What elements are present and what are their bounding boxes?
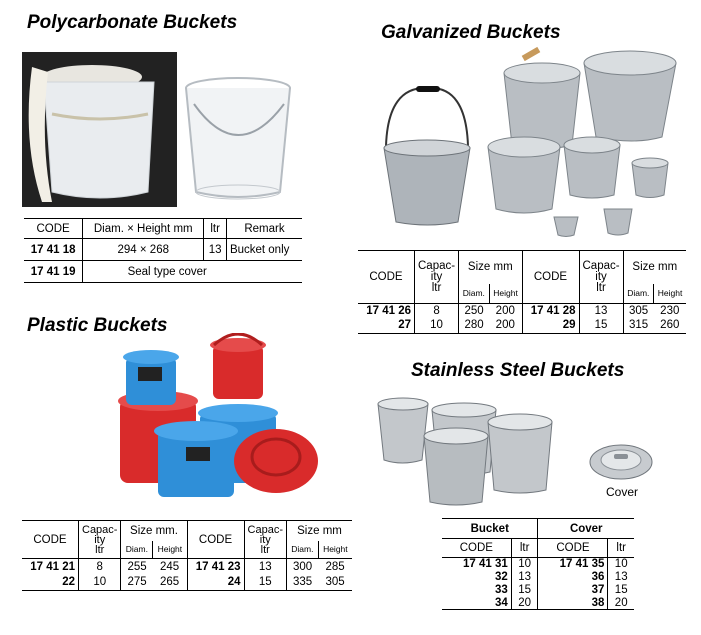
diam-cell: 305: [623, 304, 653, 318]
header-code-cover: CODE: [538, 539, 608, 558]
code-cell: 36: [538, 571, 608, 584]
header-code: CODE: [36, 222, 70, 235]
capacity-cell: 13: [579, 304, 623, 318]
header-ltr-bucket: ltr: [511, 539, 538, 558]
height-cell: 200: [495, 304, 515, 317]
header-size-right: Size mm: [623, 251, 686, 284]
capacity-cell: 13: [244, 559, 286, 575]
ltr-cell: 10: [608, 558, 634, 571]
capacity-cell: 15: [244, 575, 286, 591]
diam-cell: 315: [623, 318, 653, 334]
header-code-bucket: CODE: [459, 542, 493, 554]
header-diam-left: Diam.: [459, 284, 489, 304]
header-code-right: CODE: [522, 251, 579, 304]
height-cell: 305: [325, 576, 345, 589]
galvanized-bucket-photo: [378, 86, 476, 231]
code-cell: 17 41 26: [366, 304, 411, 317]
diam-cell: 255: [121, 559, 153, 575]
polycarbonate-clear-bucket-photo: [180, 74, 300, 204]
code-cell: 17 41 23: [187, 559, 244, 575]
plastic-buckets-photo: [118, 333, 318, 503]
diam-cell: 300: [286, 559, 318, 575]
header-diam-right: Diam.: [286, 541, 318, 559]
header-code-left: CODE: [369, 271, 403, 283]
code-cell: 37: [538, 584, 608, 597]
description-text: Seal type cover: [127, 265, 207, 278]
height-cell: 230: [660, 304, 680, 317]
code-cell: 32: [494, 571, 508, 583]
plastic-spec-table: [22, 520, 352, 591]
capacity-cell: 8: [79, 559, 121, 575]
capacity-cell: 15: [579, 318, 623, 334]
header-capacity-right: Capac- ity ltr: [579, 251, 623, 304]
ltr-cell: 13: [204, 239, 227, 261]
galvanized-spec-table: [358, 250, 686, 334]
code-cell: 17 41 28: [522, 304, 579, 318]
ltr-cell: 20: [511, 597, 538, 610]
height-cell: 260: [660, 319, 680, 332]
header-ltr: ltr: [204, 219, 227, 239]
capacity-cell: 10: [79, 575, 121, 591]
code-cell: 17 41 19: [30, 265, 76, 278]
galvanized-title: Galvanized Buckets: [381, 22, 561, 43]
height-cell: 265: [160, 576, 180, 589]
diam-cell: 275: [121, 575, 153, 591]
header-remark: Remark: [226, 219, 302, 239]
plastic-title: Plastic Buckets: [27, 315, 168, 336]
remark-cell: Bucket only: [226, 239, 302, 261]
stainless-buckets-photo: [372, 392, 570, 510]
header-capacity-left: Capac- ity ltr: [79, 521, 121, 559]
header-height-left: Height: [153, 541, 187, 559]
diam-cell: 335: [286, 575, 318, 591]
cover-caption: Cover: [606, 485, 639, 499]
capacity-cell: 10: [415, 318, 459, 334]
stainless-cover-photo: [588, 440, 654, 482]
header-code-right: CODE: [187, 521, 244, 559]
height-cell: 245: [160, 560, 180, 573]
code-cell: 27: [398, 319, 411, 332]
header-cover: Cover: [538, 519, 634, 539]
polycarbonate-spec-table: [24, 218, 302, 283]
size-cell: 294 × 268: [83, 239, 204, 261]
height-cell: 285: [325, 560, 345, 573]
diam-cell: 250: [459, 304, 489, 318]
ltr-cell: 20: [608, 597, 634, 610]
ltr-cell: 10: [511, 558, 538, 571]
header-height-right: Height: [318, 541, 352, 559]
galvanized-buckets-group-photo: [484, 45, 692, 240]
header-ltr-cover: ltr: [608, 539, 634, 558]
polycarbonate-title: Polycarbonate Buckets: [27, 12, 238, 33]
polycarbonate-bucket-with-lid-photo: [22, 52, 177, 207]
code-cell: 17 41 21: [30, 560, 75, 573]
code-cell: 17 41 31: [462, 558, 508, 571]
header-height-right: Height: [654, 284, 686, 304]
header-bucket: Bucket: [470, 522, 509, 535]
code-cell: 34: [494, 596, 508, 609]
header-diam-right: Diam.: [623, 284, 653, 304]
ltr-cell: 13: [511, 571, 538, 584]
ltr-cell: 13: [608, 571, 634, 584]
stainless-title: Stainless Steel Buckets: [411, 360, 625, 381]
header-capacity-right: Capac- ity ltr: [244, 521, 286, 559]
diam-cell: 280: [459, 318, 489, 334]
capacity-cell: 8: [415, 304, 459, 318]
code-cell: 33: [494, 584, 508, 596]
code-cell: 38: [538, 597, 608, 610]
description-cell: [83, 261, 302, 283]
ltr-cell: 15: [511, 584, 538, 597]
header-size-left: Size mm: [459, 251, 522, 284]
code-cell: 22: [62, 576, 75, 589]
height-cell: 200: [495, 319, 515, 332]
header-size-right: Size mm: [286, 521, 352, 541]
ltr-cell: 15: [608, 584, 634, 597]
header-diam-left: Diam.: [121, 541, 153, 559]
header-diam-height: Diam. × Height mm: [83, 219, 204, 239]
header-code-left: CODE: [33, 533, 67, 546]
header-size-left: Size mm.: [121, 521, 187, 541]
code-cell: 24: [187, 575, 244, 591]
header-capacity-left: Capac- ity ltr: [415, 251, 459, 304]
header-height-left: Height: [489, 284, 522, 304]
code-cell: 17 41 18: [30, 243, 76, 256]
code-cell: 29: [522, 318, 579, 334]
code-cell: 17 41 35: [538, 558, 608, 571]
stainless-spec-table: [442, 518, 634, 610]
